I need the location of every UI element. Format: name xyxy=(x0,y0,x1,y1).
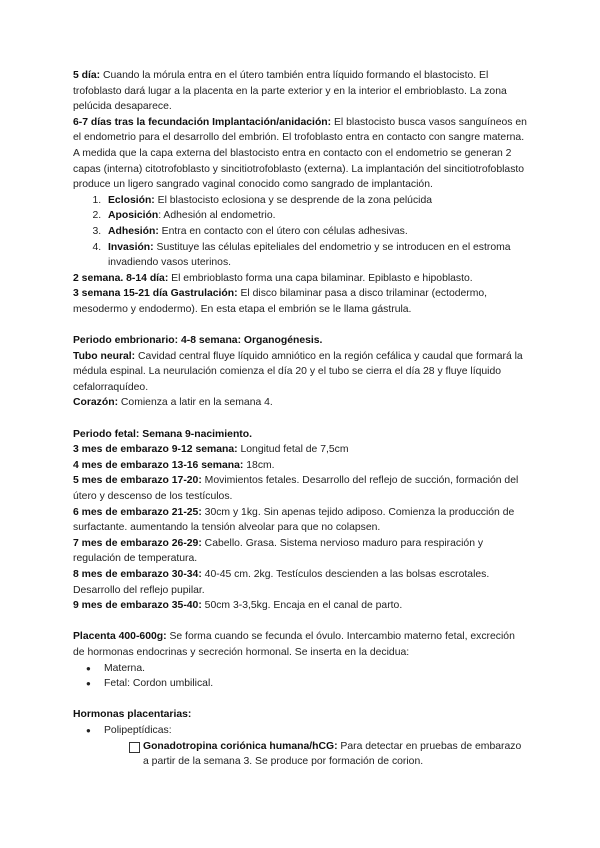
fetal-month-item: 9 mes de embarazo 35-40: 50cm 3-3,5kg. Encaja en el canal de parto. xyxy=(73,600,403,612)
paragraph-dia-5 xyxy=(73,68,528,115)
checklist-item-hcg: Gonadotropina coriónica humana/hCG: Para detectar en pruebas de embarazo a partir de la semana 3. Se produce por formación de corion. xyxy=(73,739,528,770)
paragraph-implantacion xyxy=(73,115,528,193)
fetal-month-item: 5 mes de embarazo 17-20: Movimientos fetales. Desarrollo del reflejo de succión, formación del útero y descenso de los testículos. xyxy=(73,475,519,503)
fetal-month-item: 4 mes de embarazo 13-16 semana: 18cm. xyxy=(73,459,275,471)
implantation-steps-list xyxy=(73,193,528,271)
paragraph-semana-3: 3 semana 15-21 día Gastrulación: El disco bilaminar pasa a disco trilaminar (ectodermo, mesodermo y endodermo). En esta etapa el embrión se le llama gástrula. xyxy=(73,288,488,315)
section-heading-hormonas: Hormonas placentarias: xyxy=(73,709,192,721)
list-item: 3. Adhesión: Entra en contacto con el útero con células adhesivas. xyxy=(104,224,528,240)
section-heading-fetal: Periodo fetal: Semana 9-nacimiento. xyxy=(73,428,252,440)
term-label: 6-7 días tras la fecundación Implantación/anidación: xyxy=(73,116,332,128)
paragraph-corazon: Corazón: Comienza a latir en la semana 4. xyxy=(73,397,273,409)
term-label: 5 día: xyxy=(73,70,101,81)
decidua-list xyxy=(73,661,528,692)
term-text: Cuando la mórula entra en el útero también entra líquido formando el blastocisto. El trofoblasto dará lugar a la placenta en la parte exterior y en la interior el embrioblasto. La zona pelúcida desaparece. xyxy=(73,70,507,113)
paragraph-tubo-neural: Tubo neural: Cavidad central fluye líquido amniótico en la región cefálica y caudal que formará la médula espinal. La neurulación comienza el día 20 y el tubo se cierra el día 28 y fluye líquido cefalorraquídeo. xyxy=(73,350,523,393)
paragraph-semana-2: 2 semana. 8-14 día: El embrioblasto forma una capa bilaminar. Epiblasto e hipoblasto. xyxy=(73,272,473,284)
list-item: 4. Invasión: Sustituye las células epiteliales del endometrio y se introducen en el estroma invadiendo vasos uterinos. xyxy=(104,240,528,271)
hormonas-list xyxy=(73,723,528,739)
section-heading-embrionario: Periodo embrionario: 4-8 semana: Organogénesis. xyxy=(73,335,323,347)
list-item: 1. Eclosión: El blastocisto eclosiona y se desprende de la zona pelúcida xyxy=(104,193,528,209)
list-item: ● Fetal: Cordon umbilical. xyxy=(104,676,528,692)
fetal-month-item: 7 mes de embarazo 26-29: Cabello. Grasa. Sistema nervioso maduro para respiración y regulación de temperatura. xyxy=(73,537,484,565)
list-item: 2. Aposición: Adhesión al endometrio. xyxy=(104,208,528,224)
paragraph-placenta: Placenta 400-600g: Se forma cuando se fecunda el óvulo. Intercambio materno fetal, excreción de hormonas endocrinas y secreción hormonal. Se inserta en la decidua: xyxy=(73,631,515,658)
checkbox[interactable] xyxy=(129,742,140,753)
term-text: El blastocisto busca vasos sanguíneos en el endometrio para el desarrollo del embrión. El trofoblasto entra en contacto con sangre materna. A medida que la capa externa del blastocisto entra en contacto con el endometrio se generan 2 capas (interna) citotrofoblasto y sincitiotrofoblasto (externa). La implantación del sincitiotrofoblasto produce un ligero sangrado vaginal conocido como sangrado de implantación. xyxy=(73,116,527,191)
fetal-month-item: 3 mes de embarazo 9-12 semana: Longitud fetal de 7,5cm xyxy=(73,444,349,456)
list-item: ● Materna. xyxy=(104,661,528,677)
fetal-month-item: 8 mes de embarazo 30-34: 40-45 cm. 2kg. Testículos descienden a las bolsas escrotales. Desarrollo del reflejo pupilar. xyxy=(73,569,490,596)
fetal-month-item: 6 mes de embarazo 21-25: 30cm y 1kg. Sin apenas tejido adiposo. Comienza la producción de surfactante. aumentando la tensión alveolar para que no colapsen. xyxy=(73,506,515,534)
list-item: ● Polipeptídicas: xyxy=(104,723,528,739)
document-content xyxy=(73,68,528,770)
